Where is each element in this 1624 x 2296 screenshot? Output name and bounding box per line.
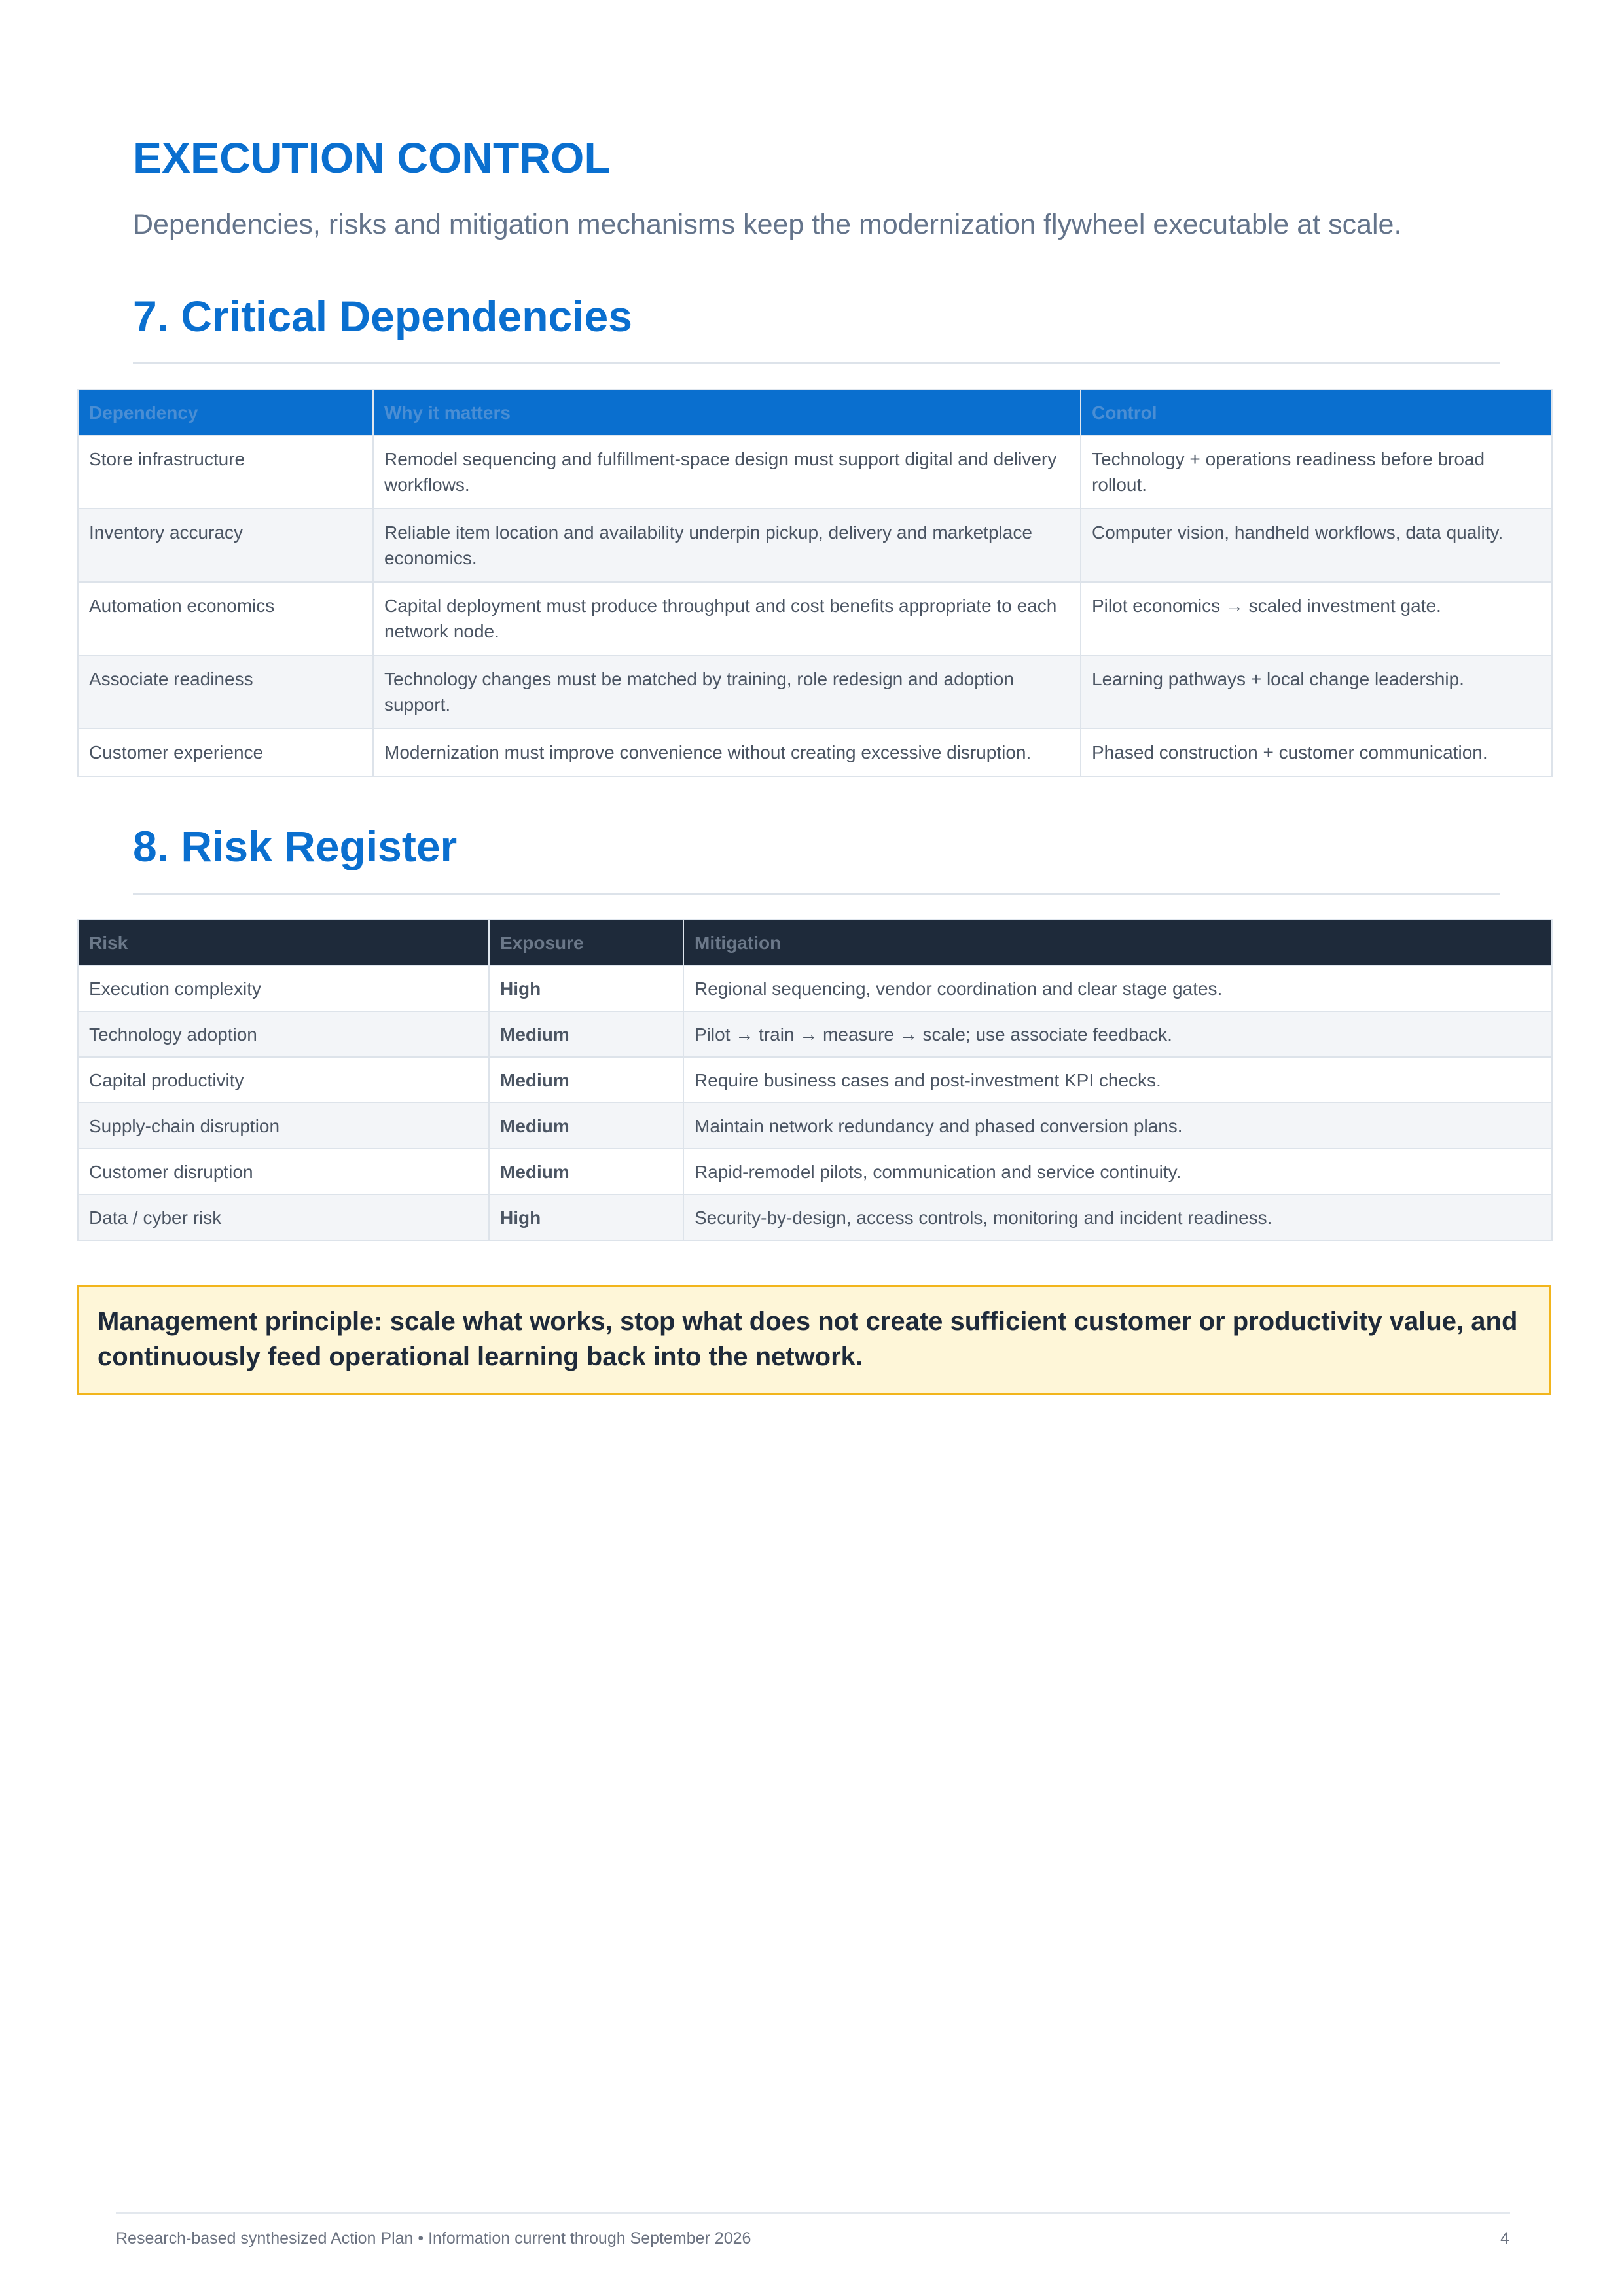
- section-heading-dependencies: 7. Critical Dependencies: [133, 292, 632, 340]
- mitigation-cell: Require business cases and post-investment KPI checks.: [683, 1057, 1552, 1103]
- callout-text: Management principle: scale what works, stop what does not create sufficient customer or productivity value, and continuously feed operational learning back into the network.: [98, 1307, 1518, 1371]
- dependency-cell: Inventory accuracy: [78, 509, 373, 582]
- table-row: [78, 655, 1552, 728]
- risk-cell: Technology adoption: [78, 1011, 489, 1057]
- column-header: Mitigation: [683, 920, 1552, 965]
- column-header: Control: [1081, 389, 1552, 435]
- exposure-cell: Medium: [489, 1103, 683, 1149]
- column-header: Risk: [78, 920, 489, 965]
- control-cell: Learning pathways + local change leadership.: [1081, 655, 1552, 728]
- table-header-row: [78, 920, 1552, 965]
- footer-divider: [116, 2212, 1510, 2214]
- page-number: 4: [1500, 2229, 1509, 2248]
- section-divider: [133, 893, 1500, 895]
- control-cell: Technology + operations readiness before broad rollout.: [1081, 435, 1552, 509]
- risk-register-table: [77, 919, 1553, 1241]
- risk-cell: Customer disruption: [78, 1149, 489, 1194]
- exposure-cell: High: [489, 1194, 683, 1240]
- exposure-cell: Medium: [489, 1149, 683, 1194]
- mitigation-cell: Security-by-design, access controls, monitoring and incident readiness.: [683, 1194, 1552, 1240]
- management-principle-callout: [77, 1285, 1551, 1395]
- dependency-cell: Customer experience: [78, 728, 373, 776]
- mitigation-cell: Regional sequencing, vendor coordination and clear stage gates.: [683, 965, 1552, 1011]
- dependencies-table: [77, 389, 1553, 777]
- table-row: [78, 1057, 1552, 1103]
- control-cell: Computer vision, handheld workflows, data quality.: [1081, 509, 1552, 582]
- risk-cell: Supply-chain disruption: [78, 1103, 489, 1149]
- page-title: EXECUTION CONTROL: [133, 134, 611, 182]
- exposure-cell: High: [489, 965, 683, 1011]
- risk-cell: Data / cyber risk: [78, 1194, 489, 1240]
- column-header: Exposure: [489, 920, 683, 965]
- mitigation-cell: Rapid-remodel pilots, communication and service continuity.: [683, 1149, 1552, 1194]
- table-row: [78, 728, 1552, 776]
- column-header: Why it matters: [373, 389, 1081, 435]
- table-row: [78, 1149, 1552, 1194]
- section-divider: [133, 362, 1500, 364]
- dependency-cell: Automation economics: [78, 582, 373, 655]
- dependency-cell: Associate readiness: [78, 655, 373, 728]
- mitigation-cell: Maintain network redundancy and phased conversion plans.: [683, 1103, 1552, 1149]
- mitigation-cell: Pilot → train → measure → scale; use associate feedback.: [683, 1011, 1552, 1057]
- table-row: [78, 1194, 1552, 1240]
- why-it-matters-cell: Modernization must improve convenience without creating excessive disruption.: [373, 728, 1081, 776]
- table-row: [78, 1011, 1552, 1057]
- exposure-cell: Medium: [489, 1011, 683, 1057]
- risk-cell: Execution complexity: [78, 965, 489, 1011]
- why-it-matters-cell: Technology changes must be matched by training, role redesign and adoption support.: [373, 655, 1081, 728]
- footer-text: Research-based synthesized Action Plan • Information current through September 2026: [116, 2229, 751, 2248]
- table-row: [78, 965, 1552, 1011]
- table-row: [78, 582, 1552, 655]
- table-header-row: [78, 389, 1552, 435]
- page-subtitle: Dependencies, risks and mitigation mechanisms keep the modernization flywheel executable at scale.: [133, 209, 1402, 240]
- risk-cell: Capital productivity: [78, 1057, 489, 1103]
- why-it-matters-cell: Remodel sequencing and fulfillment-space design must support digital and delivery workflows.: [373, 435, 1081, 509]
- dependency-cell: Store infrastructure: [78, 435, 373, 509]
- why-it-matters-cell: Reliable item location and availability underpin pickup, delivery and marketplace economics.: [373, 509, 1081, 582]
- table-row: [78, 509, 1552, 582]
- why-it-matters-cell: Capital deployment must produce throughput and cost benefits appropriate to each network node.: [373, 582, 1081, 655]
- column-header: Dependency: [78, 389, 373, 435]
- table-row: [78, 435, 1552, 509]
- control-cell: Pilot economics → scaled investment gate.: [1081, 582, 1552, 655]
- exposure-cell: Medium: [489, 1057, 683, 1103]
- table-row: [78, 1103, 1552, 1149]
- section-heading-risks: 8. Risk Register: [133, 822, 458, 870]
- control-cell: Phased construction + customer communication.: [1081, 728, 1552, 776]
